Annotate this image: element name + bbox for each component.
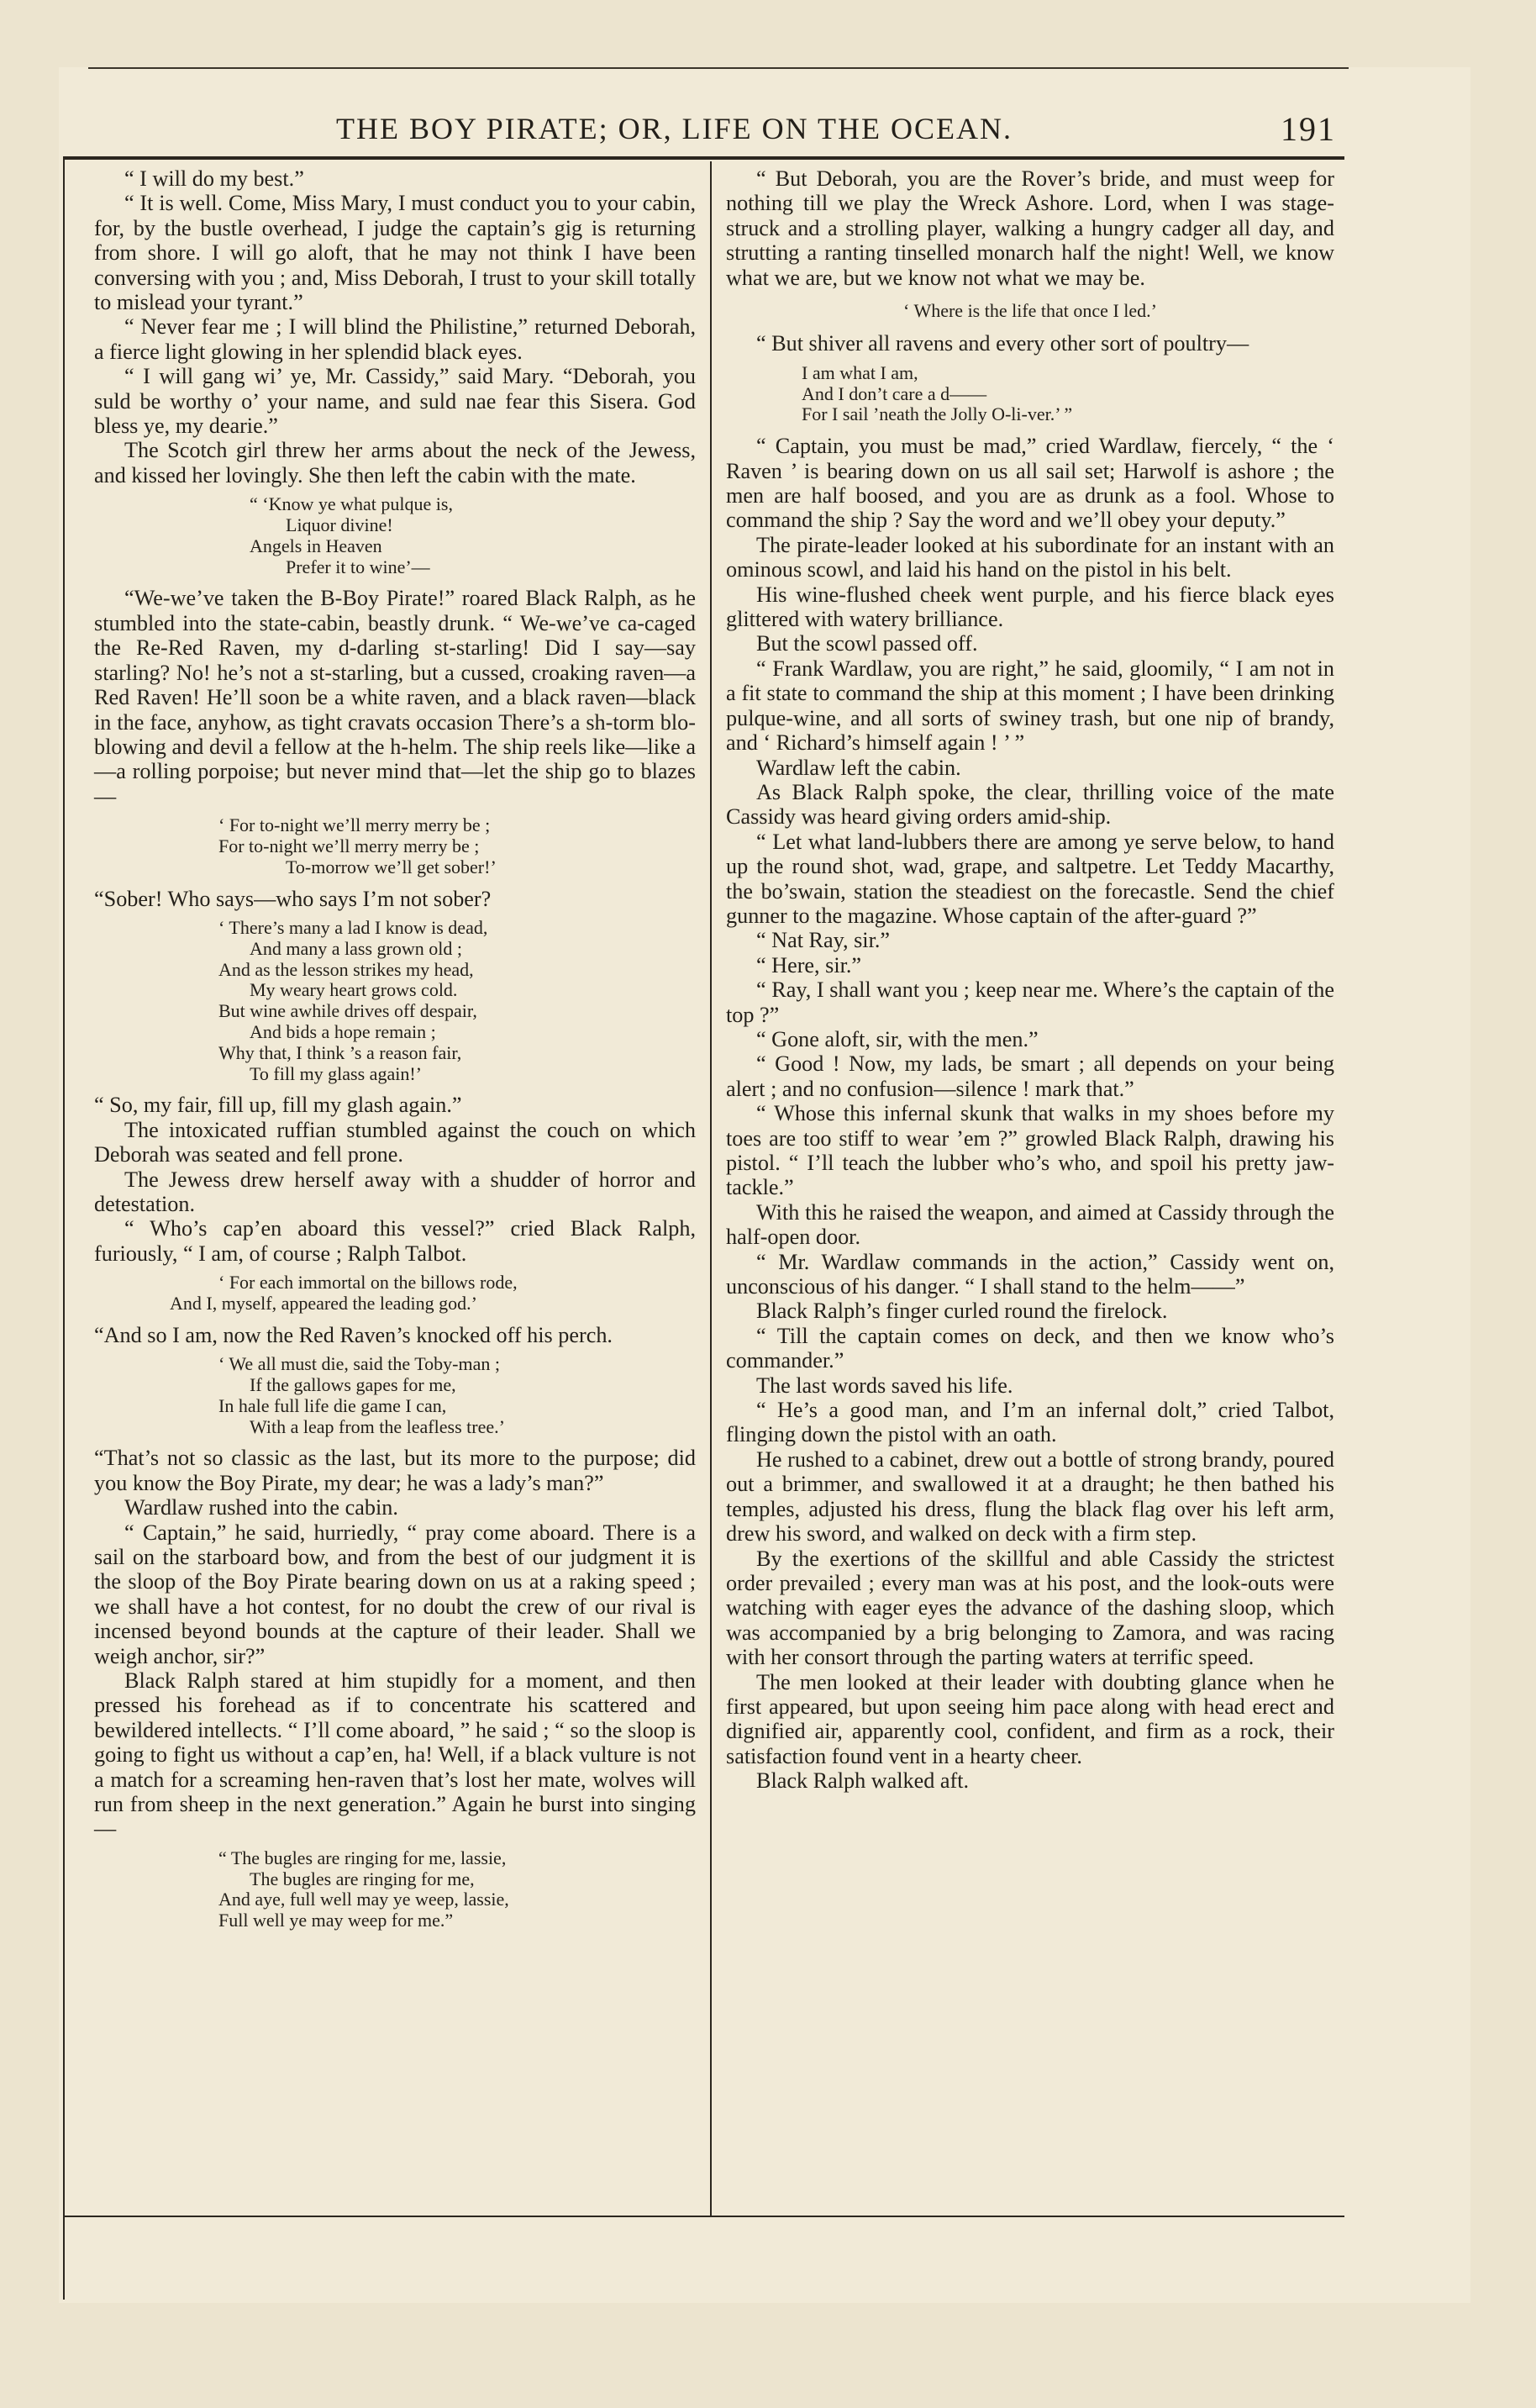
paragraph: “ Who’s cap’en aboard this vessel?” cried Black Ralph, furiously, “ I am, of course ; Ralph Talbot. [94,1216,696,1266]
verse-line: Full well ye may weep for me.” [218,1910,454,1931]
paragraph: “We-we’ve taken the B-Boy Pirate!” roared Black Ralph, as he stumbled into the state-cabin, beastly drunk. “ We-we’ve ca-caged the Re-Red Raven, my d-darling st-starling! Did I say—say starling? No! he’s not a st-starling, but a cussed, croaking raven—a Red Raven! He’ll soon be a white raven, and a black raven—black in the face, anyhow, as tight cravats occasion There’s a sh-torm blo-blowing and devil a fellow at the h-helm. The ship reels like—like a—a rolling porpoise; but never mind that—let the ship go to blazes— [94,586,696,809]
verse-line: My weary heart grows cold. [250,979,458,1001]
paragraph: “ Captain, you must be mad,” cried Wardlaw, fiercely, “ the ‘ Raven ’ is bearing down on us all sail set; Harwolf is ashore ; the men are half boosed, and you are as drunk as a fool. Whose to command the ship ? Say the word and we’ll obey your deputy.” [726,434,1334,533]
paragraph: “ He’s a good man, and I’m an infernal dolt,” cried Talbot, flinging down the pistol with an oath. [726,1398,1334,1447]
paragraph: The men looked at their leader with doubting glance when he first appeared, but upon seeing him pace along with head erect and dignified air, apparently cool, confident, and firm as a rock, their satisfaction found vent in a hearty cheer. [726,1669,1334,1768]
paragraph: By the exertions of the skillful and able Cassidy the strictest order prevailed ; every man was at his post, and the look-outs were watching with eager eyes the advance of the dashing sloop, which was accompanied by a brig belonging to Zamora, and was racing with her consort through the parting waters at terrific speed. [726,1546,1334,1670]
paragraph: “ I will do my best.” [124,166,304,191]
verse-line: Liquor divine! [286,514,393,536]
paragraph: “ Till the captain comes on deck, and then we know who’s commander.” [726,1323,1334,1373]
paragraph: “ Frank Wardlaw, you are right,” he said, gloomily, “ I am not in a fit state to command the ship at this moment ; I have been drinking pulque-wine, and all sorts of swiney trash, but one nip of brandy, and ‘ Richard’s himself again ! ’ ” [726,656,1334,756]
verse-line: “ The bugles are ringing for me, lassie, [218,1847,507,1868]
paragraph: Wardlaw rushed into the cabin. [124,1495,398,1520]
paragraph: As Black Ralph spoke, the clear, thrilling voice of the mate Cassidy was heard giving orders amid-ship. [726,779,1334,830]
running-header [76,111,1336,153]
page-number: 191 [1281,110,1336,148]
verse-line: In hale full life die game I can, [218,1394,447,1416]
quoted-line: ‘ Where is the life that once I led.’ [903,300,1157,322]
left-border-rule [63,156,65,2300]
paragraph: “ Here, sir.” [756,952,862,977]
verse-line: For I sail ’neath the Jolly O-li-ver.’ ” [802,403,1073,425]
paragraph: His wine-flushed cheek went purple, and his fierce black eyes glittered with watery brilliance. [726,582,1334,632]
paragraph: “That’s not so classic as the last, but its more to the purpose; did you know the Boy Pirate, my dear; he was a lady’s man?” [94,1446,696,1495]
verse [94,918,696,1084]
paragraph: “ Whose this infernal skunk that walks in my shoes before my toes are too stiff to wear ’em ?” growled Black Ralph, drawing his pistol. “ I’ll teach the lubber who’s who, and spoil his pretty jaw-tackle.” [726,1101,1334,1200]
paragraph: Black Ralph’s finger curled round the firelock. [756,1299,1168,1324]
paragraph: “ Good ! Now, my lads, be smart ; all depends on your being alert ; and no confusion—silence ! mark that.” [726,1051,1334,1101]
paragraph: “And so I am, now the Red Raven’s knocked off his perch. [94,1322,613,1347]
paragraph: “ Nat Ray, sir.” [756,928,891,953]
verse [94,494,696,577]
verse-line: ‘ There’s many a lad I know is dead, [218,916,488,938]
paragraph: Black Ralph stared at him stupidly for a moment, and then pressed his forehead as if to concentrate his scattered and bewildered intellects. “ I’ll come aboard, ” he said ; “ so the sloop is going to fight us without a cap’en, ha! Well, if a black vulture is not a match for a screaming hen-raven that’s lost her mate, wolves will run from sheep in the next generation.” Again he burst into singing— [94,1668,696,1842]
paragraph: The Scotch girl threw her arms about the neck of the Jewess, and kissed her lovingly. She then left the cabin with the mate. [94,438,696,487]
paragraph: “ But Deborah, you are the Rover’s bride, and must weep for nothing till we play the Wreck Ashore. Lord, when I was stage-struck and a strolling player, walking a hungry cadger all day, and strutting a ranting tinselled monarch half the night! Well, we know what we are, but we know not what we may be. [726,166,1334,290]
left-column [94,166,696,1940]
paragraph: “ So, my fair, fill up, fill my glash again.” [94,1093,462,1118]
verse [726,363,1334,425]
paragraph: The Jewess drew herself away with a shudder of horror and detestation. [94,1167,696,1216]
verse-line: I am what I am, [802,361,918,383]
verse-line: The bugles are ringing for me, [250,1868,475,1889]
running-title: THE BOY PIRATE; OR, LIFE ON THE OCEAN. [336,112,1013,145]
paragraph: He rushed to a cabinet, drew out a bottle of strong brandy, poured out a brimmer, and swallowed it at a draught; he then bathed his temples, adjusted his dress, flung the black flag over his left arm, drew his sword, and walked on deck with a firm step. [726,1446,1334,1546]
paragraph: “ Ray, I shall want you ; keep near me. Where’s the captain of the top ?” [726,977,1334,1027]
verse-line: Why that, I think ’s a reason fair, [218,1041,462,1063]
paragraph: “ It is well. Come, Miss Mary, I must conduct you to your cabin, for, by the bustle overhead, I judge the captain’s gig is returning from shore. I will go aloft, that he may not think I have been conversing with you ; and, Miss Deborah, I trust to your skill totally to mislead your tyrant.” [94,191,696,315]
verse [94,815,696,877]
paragraph: The intoxicated ruffian stumbled against the couch on which Deborah was seated and fell prone. [94,1117,696,1167]
verse-line: But wine awhile drives off despair, [218,1000,477,1022]
verse-line: Prefer it to wine’— [286,556,430,577]
paragraph: “ Let what land-lubbers there are among ye serve below, to hand up the round shot, wad, grape, and saltpetre. Let Teddy Macarthy, the bo’swain, station the steadiest on the forecastle. Send the chief gunner to the magazine. Whose captain of the after-guard ?” [726,829,1334,928]
paragraph: “ I will gang wi’ ye, Mr. Cassidy,” said Mary. “Deborah, you suld be worthy o’ your name, and suld nae fear this Sisera. God bless ye, my dearie.” [94,364,696,439]
verse [94,1272,696,1315]
verse-line: And as the lesson strikes my head, [218,958,474,980]
paragraph: “ Never fear me ; I will blind the Philistine,” returned Deborah, a fierce light glowing in her splendid black eyes. [94,314,696,364]
verse-line: ‘ For each immortal on the billows rode, [218,1272,518,1294]
paragraph: With this he raised the weapon, and aimed at Cassidy through the half-open door. [726,1199,1334,1250]
verse [94,1848,696,1931]
paragraph: “ Gone aloft, sir, with the men.” [756,1026,1039,1051]
verse-line: ‘ For to-night we’ll merry merry be ; [218,814,491,836]
paragraph: “ Captain,” he said, hurriedly, “ pray come aboard. There is a sail on the starboard bow, and from the best of our judgment it is the sloop of the Boy Pirate bearing down on us at a raking speed ; we shall have a hot contest, for no doubt the crew of our rival is incensed beyond bounds at the capture of their leader. Shall we weigh anchor, sir?” [94,1520,696,1668]
verse-line: Angels in Heaven [250,535,382,556]
paragraph: The pirate-leader looked at his subordinate for an instant with an ominous scowl, and laid his hand on the pistol in his belt. [726,532,1334,582]
verse-line: To fill my glass again!’ [250,1062,422,1084]
verse-line: With a leap from the leafless tree.’ [250,1415,505,1437]
verse-line: To-morrow we’ll get sober!’ [286,856,497,877]
verse-line: And aye, full well may ye weep, lassie, [218,1889,509,1910]
right-column [726,166,1334,1794]
header-rule [63,156,1344,160]
paragraph: But the scowl passed off. [756,631,978,656]
paragraph: “Sober! Who says—who says I’m not sober? [94,886,492,911]
verse-line: And I don’t care a d—— [802,382,987,404]
column-divider [710,161,712,2216]
verse-line: And bids a hope remain ; [250,1020,436,1042]
verse-line: If the gallows gapes for me, [250,1373,456,1395]
verse-line: And many a lass grown old ; [250,937,462,959]
paragraph: The last words saved his life. [756,1373,1013,1398]
verse-line: And I, myself, appeared the leading god.’ [170,1292,477,1314]
verse-line: For to-night we’ll merry merry be ; [218,835,480,856]
paragraph: Black Ralph walked aft. [756,1768,970,1794]
paragraph: “ Mr. Wardlaw commands in the action,” Cassidy went on, unconscious of his danger. “ I shall stand to the helm——” [726,1249,1334,1299]
paragraph: Wardlaw left the cabin. [756,755,961,780]
bottom-rule [63,2216,1344,2217]
verse-line: ‘ We all must die, said the Toby-man ; [218,1353,500,1375]
top-rule [88,67,1349,69]
paragraph: “ But shiver all ravens and every other sort of poultry— [756,331,1249,356]
verse-line: “ ‘Know ye what pulque is, [250,493,453,515]
verse [94,1354,696,1437]
